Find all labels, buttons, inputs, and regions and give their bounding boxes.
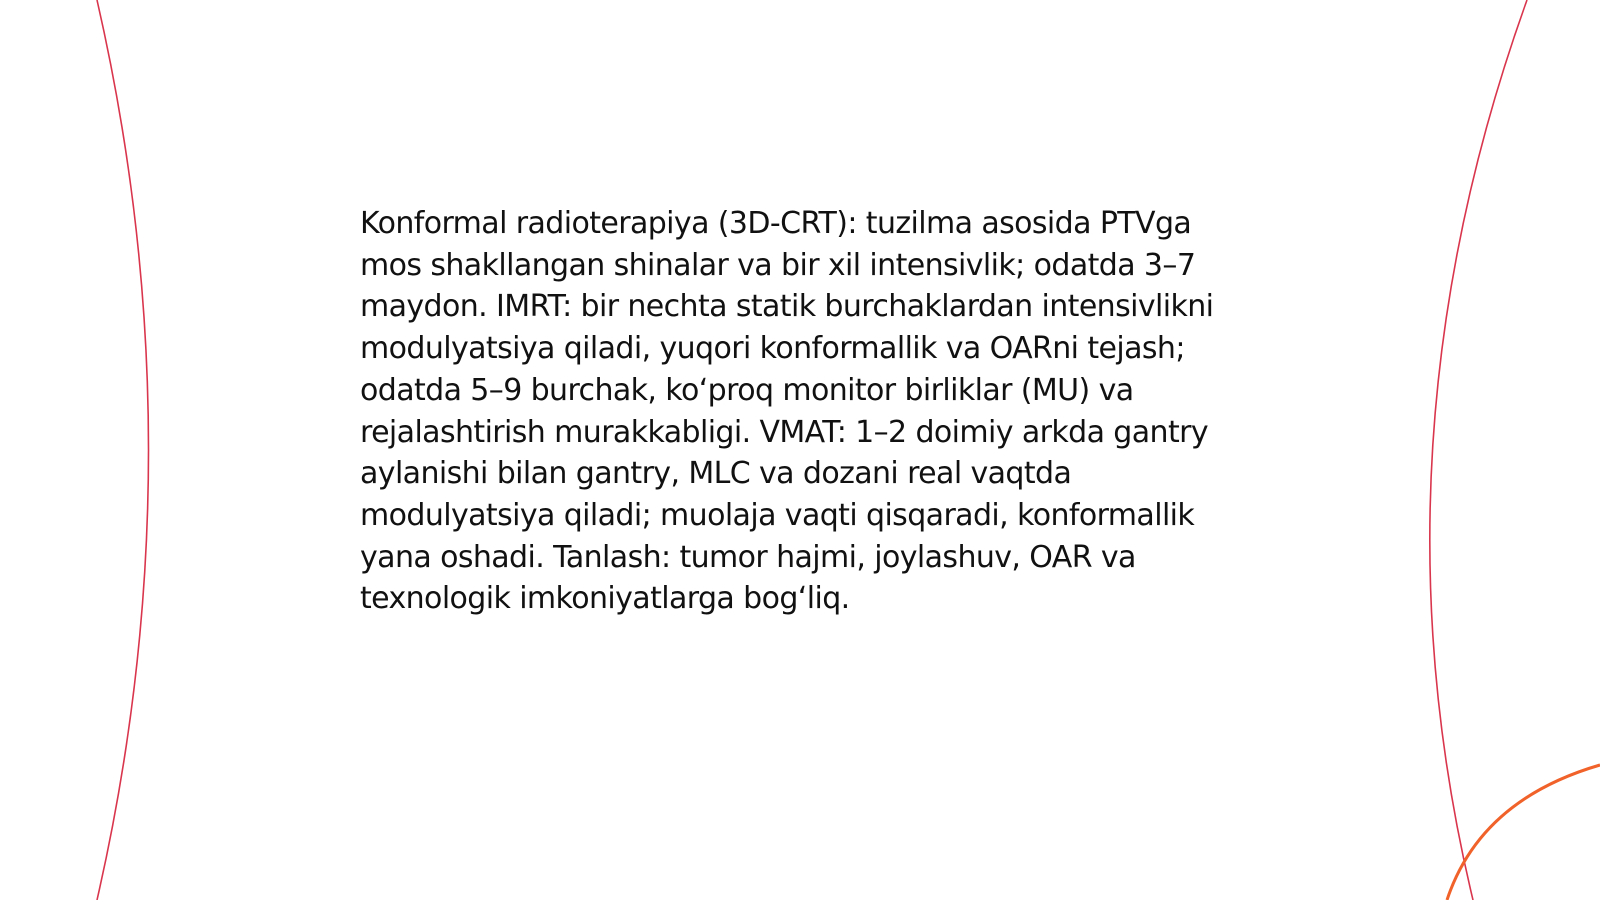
right-red-curve (1430, 0, 1527, 900)
left-red-curve (97, 0, 149, 900)
slide-body-text: Konformal radioterapiya (3D-CRT): tuzilma asosida PTVga mos shakllangan shinalar va bir xil intensivlik; odatda 3–7 maydon. IMRT: bir nechta statik burchaklardan intensivlikni modulyatsiya qiladi, yuqori konformallik va OARni tejash; odatda 5–9 burchak, ko‘proq monitor birliklar (MU) va rejalashtirish murakkabligi. VMAT: 1–2 doimiy arkda gantry aylanishi bilan gantry, MLC va dozani real vaqtda modulyatsiya qiladi; muolaja vaqti qisqaradi, konformallik yana oshadi. Tanlash: tumor hajmi, joylashuv, OAR va texnologik imkoniyatlarga bog‘liq. (360, 206, 1214, 617)
orange-arc (1447, 765, 1600, 900)
